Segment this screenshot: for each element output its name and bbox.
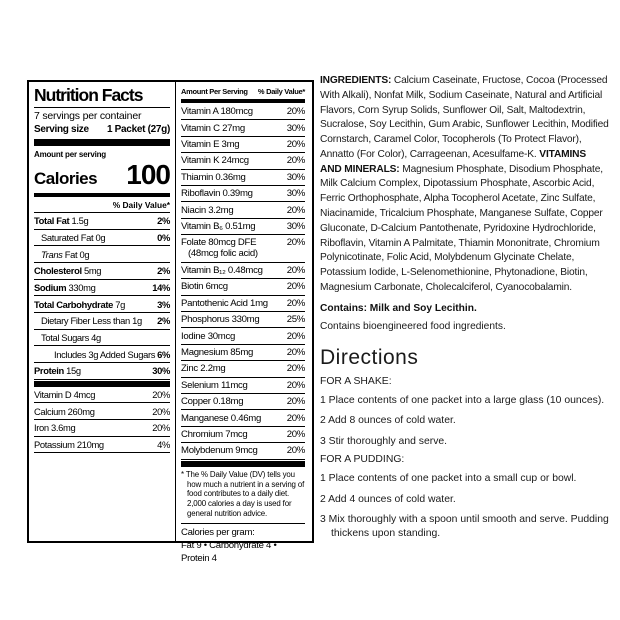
vitamin-name: Manganese 0.46mg <box>181 412 262 424</box>
vitamin-daily-value: 30% <box>286 122 305 134</box>
micronutrient-name: Vitamin D 4mcg <box>34 388 96 400</box>
nutrition-facts-title: Nutrition Facts <box>34 85 170 108</box>
vitamin-daily-value: 20% <box>286 281 305 293</box>
vitamin-name: Zinc 2.2mg <box>181 363 226 375</box>
serving-size-value: 1 Packet (27g) <box>106 124 170 136</box>
vitamins-minerals-text: Magnesium Phosphate, Disodium Phosphate, Milk Calcium Complex, Dipotassium Phosphate, Ascorbic Acid, Ferric Orthophosphate, Alpha Tocopherol Acetate, Zinc Sulfate, Niacinamide, Tricalcium Phosphate, Manganese Sulfate, Copper Gluconate, D-Calcium Pantothenate, Pyridoxine Hydrochloride, Riboflavin, Vitamin A Palmitate, Thiamin Mononitrate, Chromium Polynicotinate, Folic Acid, Molybdenum Glycinate Chelate, Potassium Iodide, L-Selenomethionine, Phytonadione, Biotin, Magnesium Carbonate, Cholecalciferol, Cyanocobalamin. <box>320 163 603 293</box>
vitamin-daily-value: 20% <box>286 139 305 150</box>
thick-divider-bar <box>34 139 170 146</box>
vitamin-name: Chromium 7mcg <box>181 428 248 440</box>
vitamin-row <box>181 443 305 459</box>
nutrient-name: Protein 15g <box>34 365 81 377</box>
nutrient-daily-value: 3% <box>157 298 170 310</box>
vitamin-name: Iodine 30mcg <box>181 330 236 342</box>
vitamin-daily-value: 30% <box>286 221 305 233</box>
medium-divider-bar <box>34 193 170 197</box>
directions-section-heading: FOR A SHAKE: <box>320 375 392 387</box>
micronutrient-name: Calcium 260mg <box>34 405 95 417</box>
vitamin-name: Vitamin B₆ 0.51mg <box>181 221 256 233</box>
nutrient-row <box>34 346 170 363</box>
nutrient-name: Total Fat 1.5g <box>34 215 89 227</box>
vitamin-name: Pantothenic Acid 1mg <box>181 297 268 309</box>
nutrient-daily-value: 2% <box>157 265 170 277</box>
nutrient-daily-value: 0% <box>157 231 170 243</box>
calories-value: 100 <box>126 159 170 191</box>
vitamin-row <box>181 328 305 344</box>
vitamin-row <box>181 186 305 202</box>
calories-per-gram-value: Fat 9 • Carbohydrate 4 • Protein 4 <box>181 540 277 565</box>
directions-section <box>320 376 609 449</box>
daily-value-header: % Daily Value* <box>34 198 170 213</box>
vitamin-daily-value: 20% <box>286 363 305 375</box>
nutrition-facts-panel <box>27 80 314 565</box>
vitamin-row <box>181 153 305 169</box>
vitamin-row <box>181 345 305 361</box>
vitamin-daily-value: 20% <box>286 330 305 342</box>
vitamin-row <box>181 235 305 262</box>
vitamin-row <box>181 427 305 443</box>
vitamin-daily-value: 20% <box>286 412 305 424</box>
vitamin-row <box>181 279 305 295</box>
vitamins-minerals-column <box>176 82 310 565</box>
vitamin-daily-value: 30% <box>286 188 305 200</box>
vitamin-row <box>181 202 305 218</box>
vitamin-row <box>181 361 305 377</box>
directions-step: 3 Stir thoroughly and serve. <box>320 435 448 447</box>
nutrient-daily-value: 14% <box>152 281 170 293</box>
nutrient-name: Includes 3g Added Sugars <box>54 348 156 360</box>
micronutrient-row <box>34 437 170 454</box>
directions-section-heading: FOR A PUDDING: <box>320 454 405 466</box>
vitamin-daily-value: 20% <box>286 237 305 249</box>
nutrient-name: Cholesterol 5mg <box>34 265 102 277</box>
vitamins-minerals-label: VITAMINS AND MINERALS: <box>320 148 587 175</box>
calories-per-gram <box>181 524 305 566</box>
nutrient-row <box>34 363 170 380</box>
nutrient-row <box>34 280 170 297</box>
directions-section <box>320 454 609 540</box>
vitamin-row <box>181 296 305 312</box>
nutrient-name: Dietary Fiber Less than 1g <box>41 315 142 327</box>
vitamin-name: Vitamin C 27mg <box>181 122 245 134</box>
vitamin-row <box>181 120 305 136</box>
vitamin-name: Molybdenum 9mcg <box>181 445 258 457</box>
medium-divider-bar <box>181 99 305 103</box>
vitamin-row <box>181 378 305 394</box>
nutrient-row <box>34 313 170 330</box>
vitamin-header-left: Amount Per Serving <box>181 87 248 96</box>
directions-title: Directions <box>320 345 419 369</box>
vitamin-daily-value: 20% <box>286 155 305 167</box>
nutrient-name: Total Sugars 4g <box>41 331 101 343</box>
nutrient-row <box>34 230 170 247</box>
micronutrient-daily-value: 4% <box>157 438 170 450</box>
vitamin-name: Riboflavin 0.39mg <box>181 188 253 200</box>
vitamin-daily-value: 20% <box>286 264 305 276</box>
bioengineered-statement: Contains bioengineered food ingredients. <box>320 320 506 332</box>
vitamin-row <box>181 410 305 426</box>
micronutrient-daily-value: 20% <box>152 405 170 417</box>
vitamin-daily-value: 20% <box>286 445 305 457</box>
directions-step: 3 Mix thoroughly with a spoon until smooth and serve. Pudding thickens upon standing. <box>320 514 609 539</box>
ingredients-label: INGREDIENTS: <box>320 75 394 86</box>
nutrient-row <box>34 296 170 313</box>
vitamin-name: Vitamin E 3mg <box>181 139 240 150</box>
nutrient-daily-value: 30% <box>152 365 170 377</box>
vitamin-name: Magnesium 85mg <box>181 346 254 358</box>
vitamin-daily-value: 20% <box>286 428 305 440</box>
micronutrient-row <box>34 420 170 437</box>
nutrient-name: Saturated Fat 0g <box>41 231 106 243</box>
vitamin-row <box>181 104 305 120</box>
contains-statement: Contains: Milk and Soy Lecithin. <box>320 302 477 314</box>
vitamin-row <box>181 137 305 153</box>
micronutrient-daily-value: 20% <box>152 422 170 434</box>
serving-size-row <box>34 123 170 138</box>
nutrient-row <box>34 246 170 263</box>
vitamin-name: Niacin 3.2mg <box>181 204 234 216</box>
vitamin-daily-value: 20% <box>286 106 305 118</box>
vitamin-row <box>181 219 305 235</box>
calories-per-gram-label: Calories per gram: <box>181 527 255 539</box>
micronutrient-row <box>34 403 170 420</box>
nutrient-name: Sodium 330mg <box>34 281 96 293</box>
vitamin-row <box>181 170 305 186</box>
nutrient-row <box>34 330 170 347</box>
directions-step: 2 Add 4 ounces of cold water. <box>320 493 456 505</box>
vitamin-row <box>181 263 305 279</box>
serving-size-label: Serving size <box>34 124 89 136</box>
nutrient-name: Total Carbohydrate 7g <box>34 298 125 310</box>
directions-step: 1 Place contents of one packet into a large glass (10 ounces). <box>320 394 605 406</box>
vitamin-name: Vitamin K 24mcg <box>181 155 249 167</box>
micronutrient-row <box>34 387 170 404</box>
vitamin-rows <box>181 104 305 460</box>
nutrition-facts-main-column <box>29 82 175 541</box>
nutrient-daily-value: 2% <box>157 315 170 327</box>
ingredients-text: Calcium Caseinate, Fructose, Cocoa (Processed With Alkali), Nonfat Milk, Sodium Caseinate, Natural and Artificial Flavors, Corn Syrup Solids, Sunflower Oil, Salt, Maltodextrin, Sucralose, Soy Lecithin, Gum Arabic, Sunflower Lecithin, Modified Cornstarch, Caramel Color, Tocopherols (To Protect Flavor), Annatto (For Color), Carrageenan, Acesulfame-K. <box>320 75 609 160</box>
directions-step: 1 Place contents of one packet into a small cup or bowl. <box>320 473 577 485</box>
micronutrient-rows <box>34 387 170 454</box>
vitamin-name: Folate 80mcg DFE (48mcg folic acid) <box>181 237 258 260</box>
nutrient-row <box>34 213 170 230</box>
vitamin-name: Biotin 6mcg <box>181 281 228 293</box>
vitamin-name: Selenium 11mcg <box>181 379 248 391</box>
vitamin-name: Copper 0.18mg <box>181 396 244 408</box>
vitamin-daily-value: 25% <box>286 314 305 326</box>
vitamin-row <box>181 312 305 328</box>
vitamin-row <box>181 394 305 410</box>
vitamin-daily-value: 20% <box>286 379 305 391</box>
vitamin-name: Vitamin B₁₂ 0.48mcg <box>181 264 263 276</box>
amount-per-serving-label: Amount per serving <box>34 150 106 160</box>
ingredients-paragraph <box>320 74 609 296</box>
calories-row <box>34 159 170 192</box>
vitamin-daily-value: 20% <box>286 396 305 408</box>
directions-sections <box>320 376 609 541</box>
vitamin-daily-value: 20% <box>286 204 305 216</box>
micronutrient-daily-value: 20% <box>152 388 170 400</box>
nutrient-row <box>34 263 170 280</box>
servings-per-container: 7 servings per container <box>34 110 142 123</box>
nutrient-daily-value: 2% <box>157 215 170 227</box>
vitamin-name: Phosphorus 330mg <box>181 314 260 326</box>
vitamin-daily-value: 30% <box>286 171 305 183</box>
vitamin-header-right: % Daily Value* <box>257 87 305 96</box>
directions-step: 2 Add 8 ounces of cold water. <box>320 415 456 427</box>
ingredients-directions-column <box>320 74 609 540</box>
vitamin-name-sub: (48mcg folic acid) <box>188 248 258 260</box>
vitamin-name: Vitamin A 180mcg <box>181 106 253 118</box>
micronutrient-name: Iron 3.6mg <box>34 422 76 434</box>
micronutrient-name: Potassium 210mg <box>34 438 104 450</box>
vitamin-name: Thiamin 0.36mg <box>181 171 246 183</box>
nutrient-daily-value: 6% <box>157 348 170 360</box>
nutrient-name: Trans Fat 0g <box>41 248 90 260</box>
vitamin-daily-value: 20% <box>286 346 305 358</box>
nutrient-rows <box>34 213 170 380</box>
daily-value-footnote: * The % Daily Value (DV) tells you how much a nutrient in a serving of food contributes to a daily diet. 2,000 calories a day is used for general nutrition advice. <box>181 467 305 525</box>
vitamin-panel-header <box>181 84 305 98</box>
calories-label: Calories <box>34 169 98 189</box>
vitamin-daily-value: 20% <box>286 297 305 309</box>
